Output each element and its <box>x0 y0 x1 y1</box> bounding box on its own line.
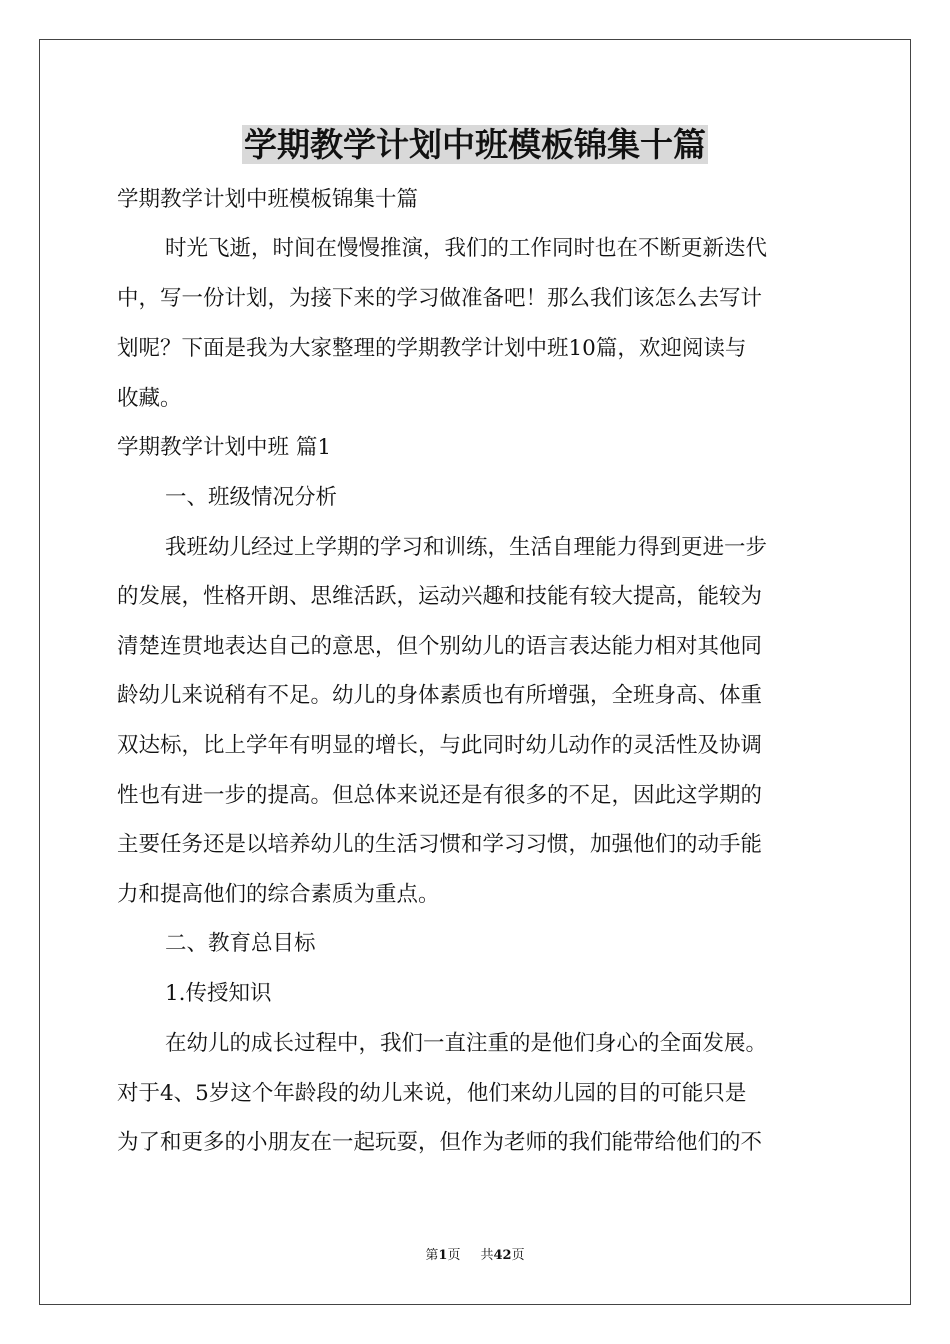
paragraph-line: 时光飞逝，时间在慢慢推演，我们的工作同时也在不断更新迭代 <box>165 236 768 261</box>
paragraph-line: 中，写一份计划，为接下来的学习做准备吧！那么我们该怎么去写计 <box>117 286 763 311</box>
paragraph-line: 的发展，性格开朗、思维活跃，运动兴趣和技能有较大提高，能较为 <box>117 584 763 609</box>
page-prefix: 第 <box>425 1248 439 1263</box>
page-suffix: 页 <box>447 1248 461 1263</box>
paragraph-line: 在幼儿的成长过程中，我们一直注重的是他们身心的全面发展。 <box>165 1031 768 1056</box>
document-title-text: 学期教学计划中班模板锦集十篇 <box>244 125 706 164</box>
paragraph-line: 划呢？下面是我为大家整理的学期教学计划中班10篇，欢迎阅读与 <box>117 336 747 361</box>
subsection-heading: 二、教育总目标 <box>165 931 316 956</box>
paragraph-line: 收藏。 <box>117 386 182 411</box>
paragraph-line: 主要任务还是以培养幼儿的生活习惯和学习习惯，加强他们的动手能 <box>117 832 763 857</box>
paragraph-line: 性也有进一步的提高。但总体来说还是有很多的不足，因此这学期的 <box>117 783 763 808</box>
current-page-number: 1 <box>438 1248 448 1263</box>
subsection-heading: 一、班级情况分析 <box>165 485 338 510</box>
document-title <box>0 122 950 168</box>
page-border <box>39 39 911 1305</box>
paragraph-line: 龄幼儿来说稍有不足。幼儿的身体素质也有所增强，全班身高、体重 <box>117 683 763 708</box>
list-item-heading: 1.传授知识 <box>165 981 272 1006</box>
total-prefix: 共 <box>480 1248 494 1263</box>
doc-subtitle-line: 学期教学计划中班模板锦集十篇 <box>117 187 419 212</box>
page-footer <box>0 1247 950 1265</box>
total-suffix: 页 <box>511 1248 525 1263</box>
paragraph-line: 对于4、5岁这个年龄段的幼儿来说，他们来幼儿园的目的可能只是 <box>117 1081 747 1106</box>
paragraph-line: 我班幼儿经过上学期的学习和训练，生活自理能力得到更进一步 <box>165 535 768 560</box>
paragraph-line: 双达标，比上学年有明显的增长，与此同时幼儿动作的灵活性及协调 <box>117 733 763 758</box>
paragraph-line: 清楚连贯地表达自己的意思，但个别幼儿的语言表达能力相对其他同 <box>117 634 763 659</box>
section-heading: 学期教学计划中班 篇1 <box>117 435 332 460</box>
total-pages-number: 42 <box>493 1248 512 1263</box>
paragraph-line: 力和提高他们的综合素质为重点。 <box>117 882 440 907</box>
paragraph-line: 为了和更多的小朋友在一起玩耍，但作为老师的我们能带给他们的不 <box>117 1130 763 1155</box>
